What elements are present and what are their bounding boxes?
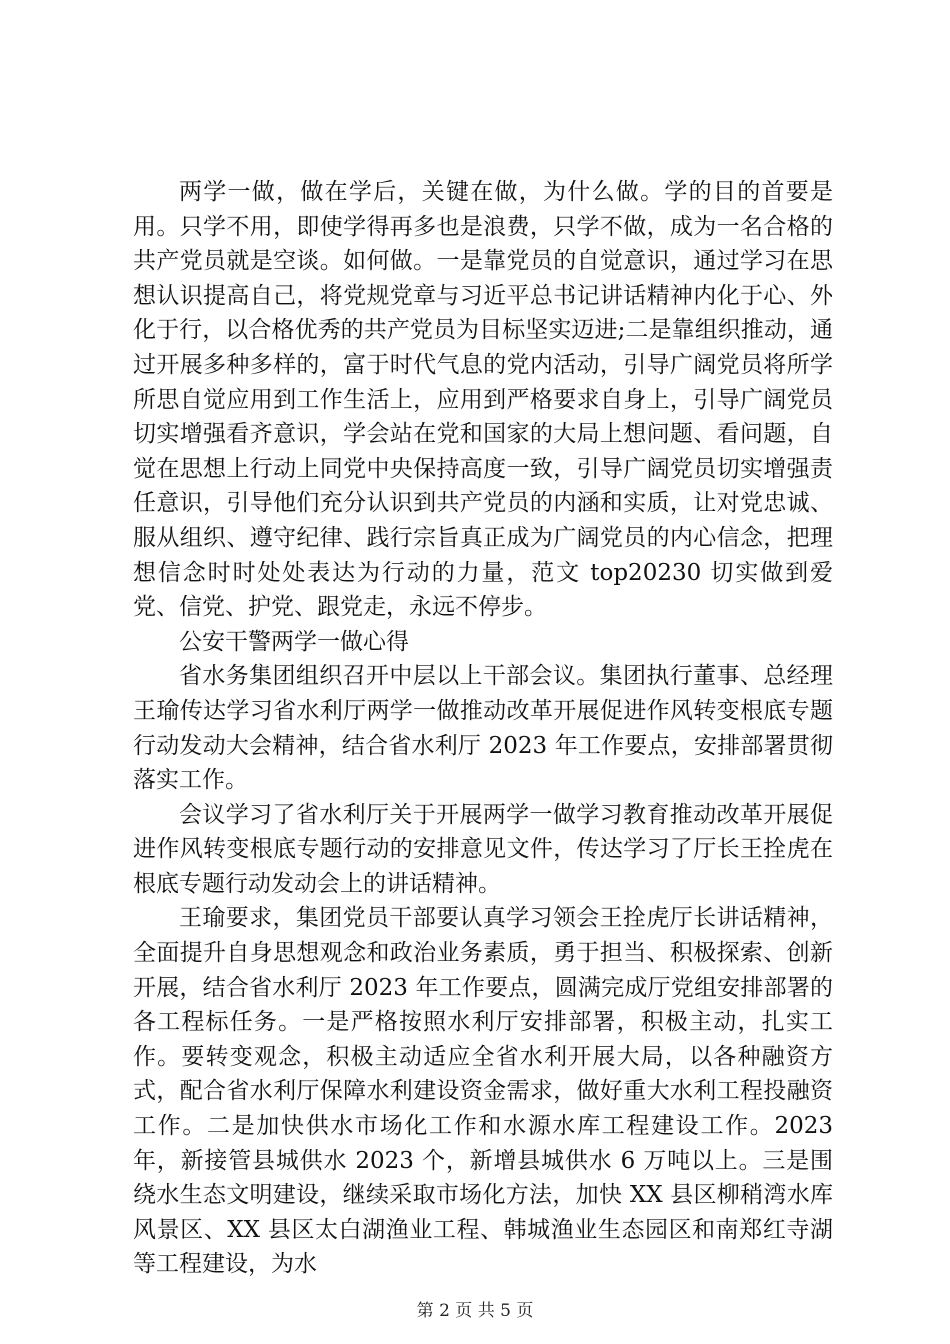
paragraph: 会议学习了省水利厅关于开展两学一做学习教育推动改革开展促进作风转变根底专题行动的安排意见文件，传达学习了厅长王拴虎在根底专题行动发动会上的讲话精神。 <box>133 801 833 897</box>
section-heading: 公安干警两学一做心得 <box>179 628 409 655</box>
paragraph: 省水务集团组织召开中层以上干部会议。集团执行董事、总经理王瑜传达学习省水利厅两学一做推动改革开展促进作风转变根底专题行动发动大会精神，结合省水利厅 2023 年工作要点，安排部署贯彻落实工作。 <box>133 663 833 794</box>
paragraph: 两学一做，做在学后，关键在做，为什么做。学的目的首要是用。只学不用，即使学得再多也是浪费，只学不做，成为一名合格的共产党员就是空谈。如何做。一是靠党员的自觉意识，通过学习在思想认识提高自己，将党规党章与习近平总书记讲话精神内化于心、外化于行，以合格优秀的共产党员为目标坚实迈进;二是靠组织推动，通过开展多种多样的，富于时代气息的党内活动，引导广阔党员将所学所思自觉应用到工作生活上，应用到严格要求自身上，引导广阔党员切实增强看齐意识，学会站在党和国家的大局上想问题、看问题，自觉在思想上行动上同党中央保持高度一致，引导广阔党员切实增强责任意识，引导他们充分认识到共产党员的内涵和实质，让对党忠诚、服从组织、遵守纪律、践行宗旨真正成为广阔党员的内心信念，把理想信念时时处处表达为行动的力量，范文 top20230 切实做到爱党、信党、护党、跟党走，永远不停步。 <box>133 179 833 621</box>
document-body <box>133 175 833 1282</box>
page-number-footer: 第 2 页 共 5 页 <box>416 1301 534 1321</box>
paragraph: 王瑜要求，集团党员干部要认真学习领会王拴虎厅长讲话精神，全面提升自身思想观念和政治业务素质，勇于担当、积极探索、创新开展，结合省水利厅 2023 年工作要点，圆满完成厅党组安排部署的各工程标任务。一是严格按照水利厅安排部署，积极主动，扎实工作。要转变观念，积极主动适应全省水利开展大局，以各种融资方式，配合省水利厅保障水利建设资金需求，做好重大水利工程投融资工作。二是加快供水市场化工作和水源水库工程建设工作。2023 年，新接管县城供水 2023 个，新增县城供水 6 万吨以上。三是围绕水生态文明建设，继续采取市场化方法，加快 XX 县区柳稍湾水库风景区、XX 县区太白湖渔业工程、韩城渔业生态园区和南郑红寺湖等工程建设，为水 <box>133 905 833 1278</box>
